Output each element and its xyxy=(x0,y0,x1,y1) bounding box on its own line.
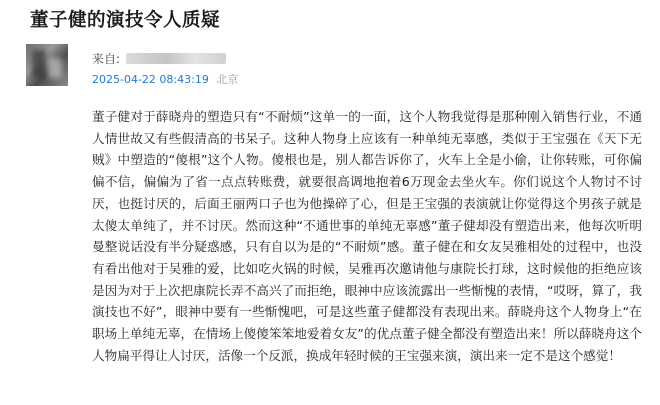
article-body: 董子健对于薛晓舟的塑造只有“不耐烦”这单一的一面，这个人物我觉得是那种刚入销售行业，不通人情世故又有些假清高的书呆子。这种人物身上应该有一种单纯无辜感，类似于王宝强在《天下无贼》中塑造的“傻根”这个人物。傻根也是，别人都告诉你了，火车上全是小偷，让你转账，可你偏偏不信，偏偏为了省一点点转账费，就要很高调地抱着6万现金去坐火车。你们说这个人物讨不讨厌，也挺讨厌的，后面王丽两口子也为他操碎了心，但是王宝强的表演就让你觉得这个男孩子就是太傻太单纯了，并不讨厌。然而这种“不通世事的单纯无辜感”董子健却没有塑造出来，他每次听明曼整说话没有半分疑惑感，只有自以为是的“不耐烦”感。董子健在和女友吴雅相处的过程中，也没有看出他对于吴雅的爱，比如吃火锅的时候，吴雅再次邀请他与康院长打球，这时候他的拒绝应该是因为对于上次把康院长弄不高兴了而拒绝，眼神中应该流露出一些惭愧的表情，“哎呀，算了，我演技也不好”，眼神中要有一些惭愧吧，可是这些董子健都没有表现出来。薛晓舟这个人物身上“在职场上单纯无辜，在情场上傻傻笨笨地爱着女友”的优点董子健全都没有塑造出来！所以薛晓舟这个人物扁平得让人讨厌，活像一个反派，换成年轻时候的王宝强来演，演出来一定不是这个感觉！ xyxy=(92,109,642,363)
avatar[interactable] xyxy=(26,44,68,86)
source-label: 来自: xyxy=(92,52,121,66)
article-title: 董子健的演技令人质疑 xyxy=(30,10,221,31)
post-meta xyxy=(92,71,238,87)
post-date: 2025-04-22 08:43:19 xyxy=(92,73,209,86)
post-location: 北京 xyxy=(216,73,239,86)
blurred-source-name xyxy=(126,53,226,64)
source-row xyxy=(92,50,226,67)
